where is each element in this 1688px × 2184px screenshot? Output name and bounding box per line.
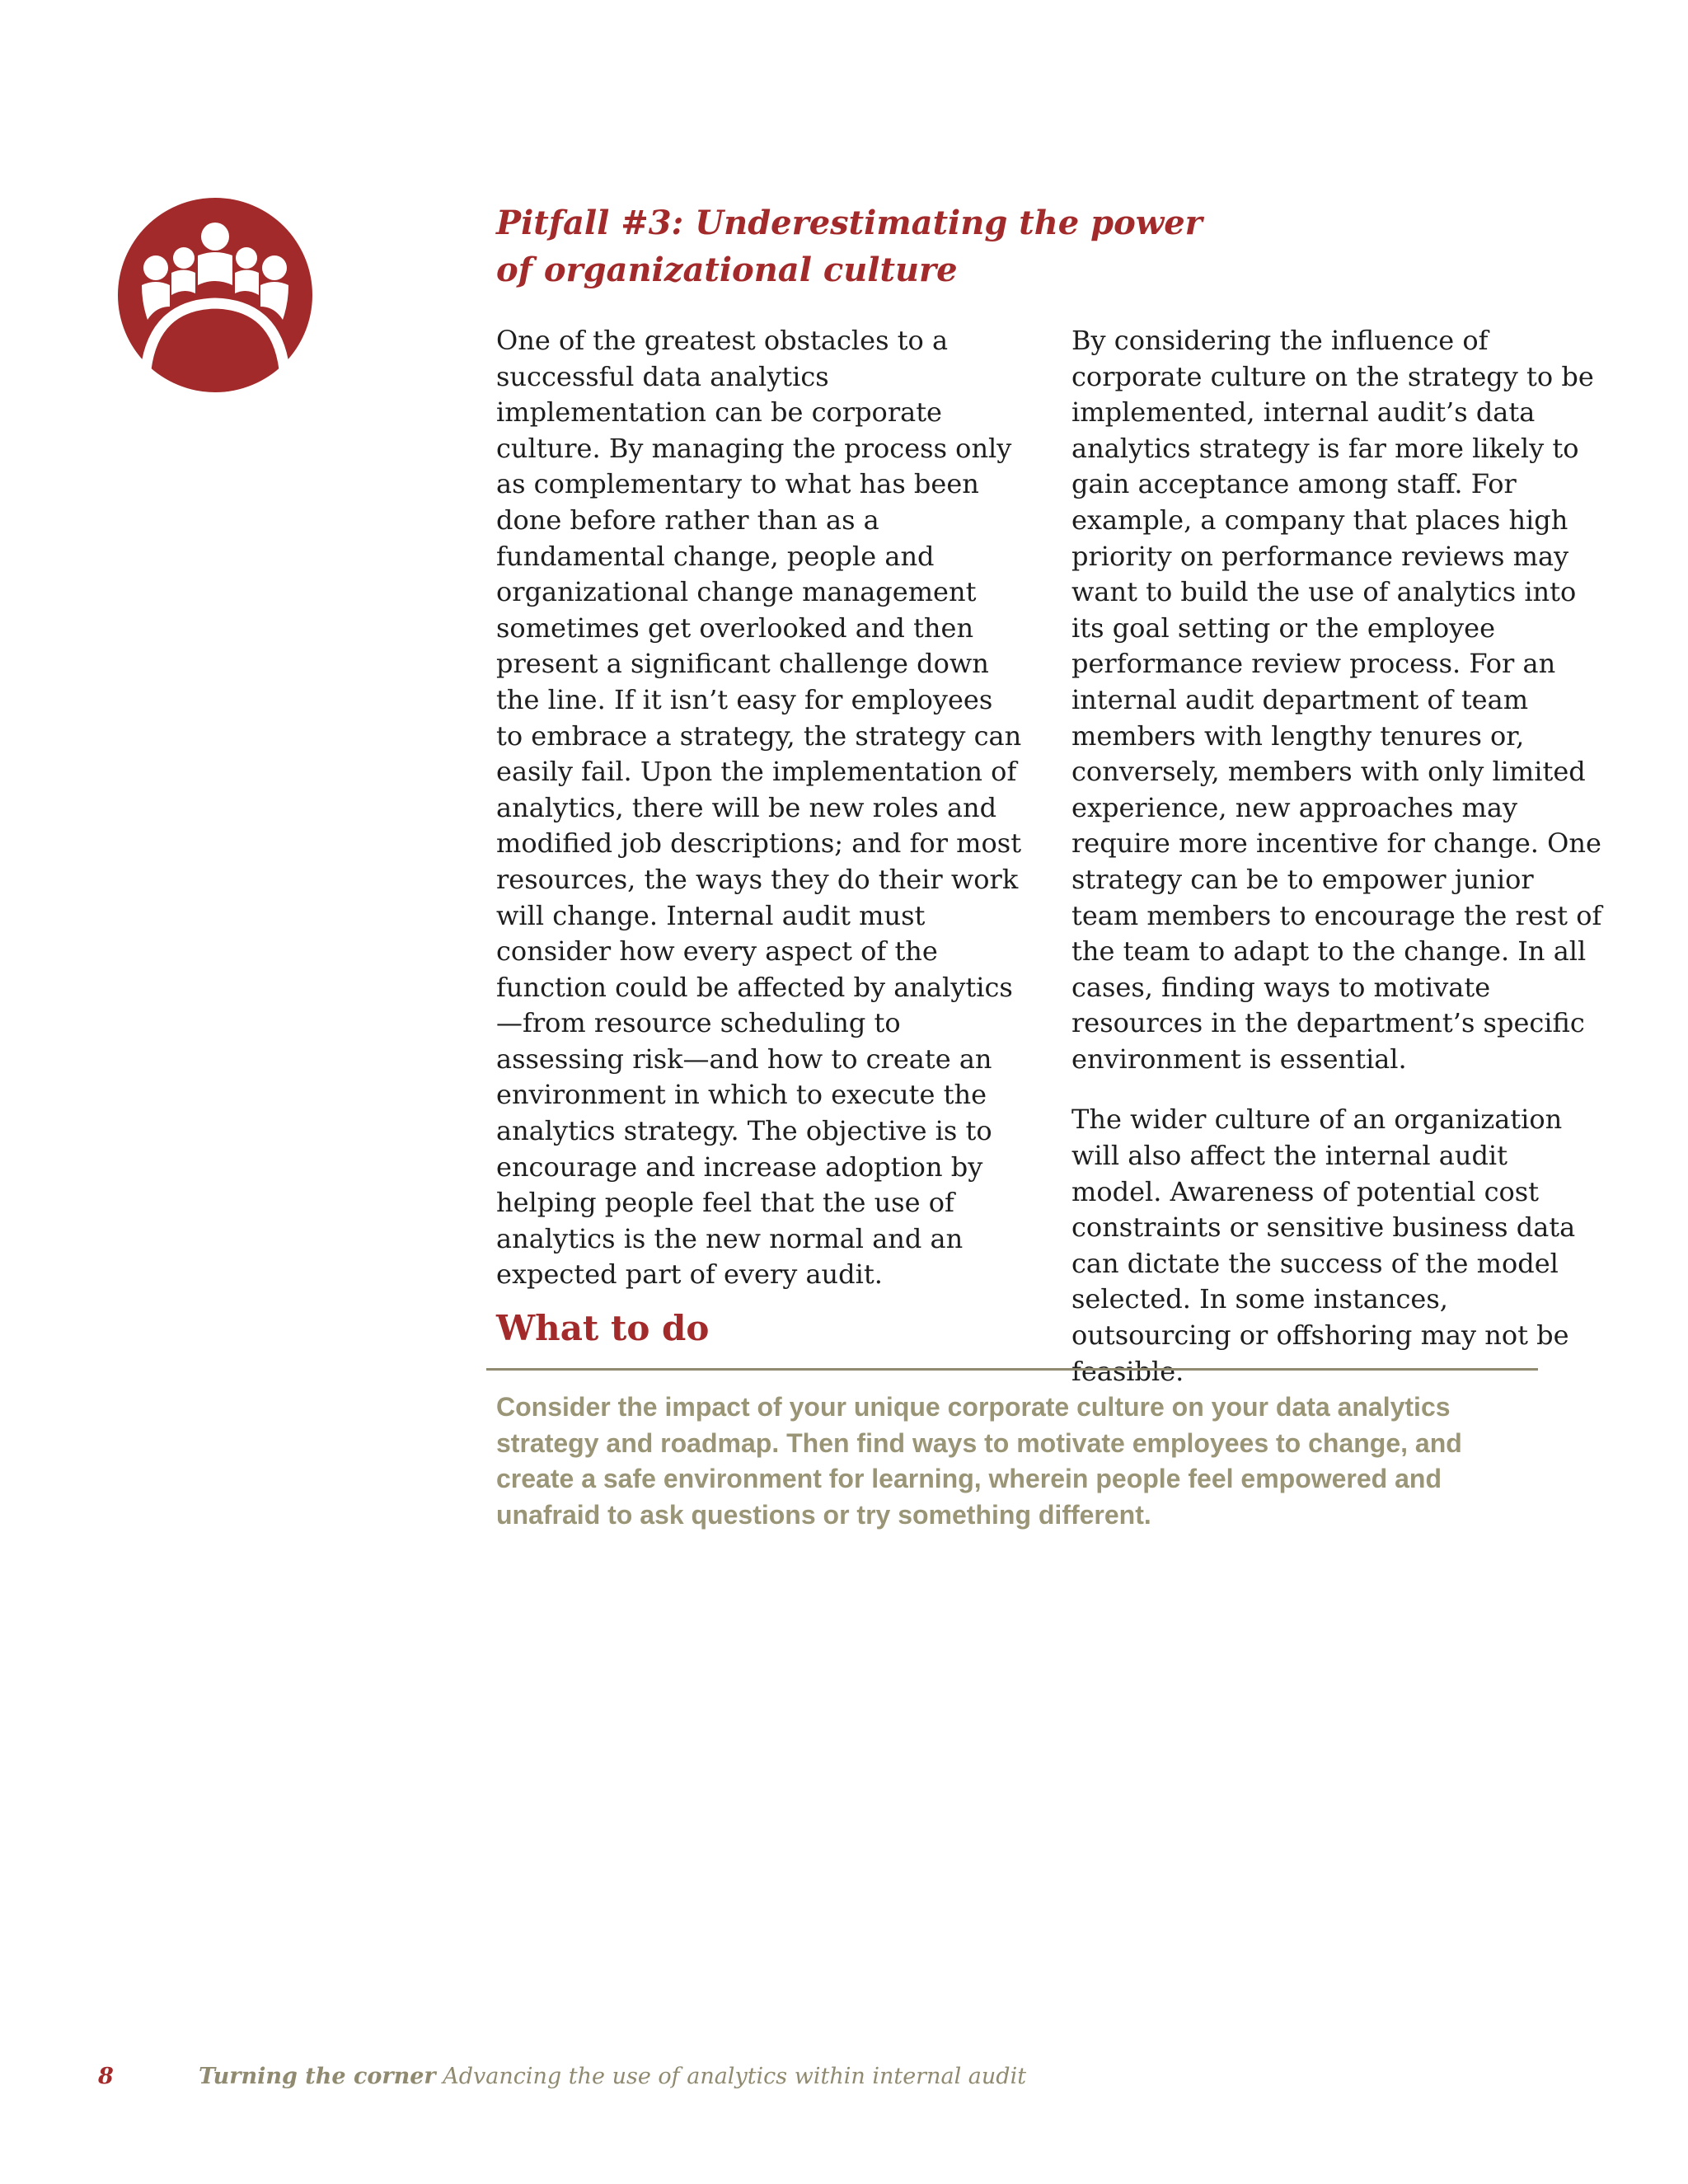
right-column xyxy=(1071,323,1606,1390)
section-divider xyxy=(486,1368,1538,1371)
what-to-do-heading: What to do xyxy=(496,1308,710,1348)
right-paragraph-2: The wider culture of an organization will also affect the internal audit model. Awareness of potential cost constraints or sensitive business data can dictate the success of the model selected. In some instances, outsourcing or offshoring may not be feasible. xyxy=(1071,1104,1576,1387)
page-number: 8 xyxy=(98,2064,114,2089)
people-around-table-icon xyxy=(116,196,314,394)
what-to-do-callout: Consider the impact of your unique corporate culture on your data analytics strategy and roadmap. Then find ways to motivate employees to change, and create a safe environment for learning, wherein people feel empowered and unafraid to ask questions or try something different. xyxy=(496,1392,1462,1530)
left-column xyxy=(496,323,1024,1293)
right-paragraph-1: By considering the influence of corporate culture on the strategy to be implemented, internal audit’s data analytics strategy is far more likely to gain acceptance among staff. For example, a company that places high priority on performance reviews may want to build the use of analytics into its goal setting or the employee performance review process. For an internal audit department of team members with lengthy tenures or, conversely, members with only limited experience, new approaches may require more incentive for change. One strategy can be to empower junior team members to encourage the rest of the team to adapt to the change. In all cases, finding ways to motivate resources in the department’s specific environment is essential. xyxy=(1071,325,1602,1075)
left-paragraph: One of the greatest obstacles to a successful data analytics implementation can be corporate culture. By managing the process only as complementary to what has been done before rather than as a fundamental change, people and organizational change management sometimes get overlooked and then present a significant challenge down the line. If it isn’t easy for employees to embrace a strategy, the strategy can easily fail. Upon the implementation of analytics, there will be new roles and modified job descriptions; and for most resources, the ways they do their work will change. Internal audit must consider how every aspect of the function could be affected by analytics—from resource scheduling to assessing risk—and how to create an environment in which to execute the analytics strategy. The objective is to encourage and increase adoption by helping people feel that the use of analytics is the new normal and an expected part of every audit. xyxy=(496,325,1022,1291)
publication-subtitle: Advancing the use of analytics within internal audit xyxy=(443,2064,1027,2089)
section-title: Pitfall #3: Underestimating the power of organizational culture xyxy=(496,204,1203,289)
publication-title: Turning the corner xyxy=(199,2064,436,2089)
page-footer xyxy=(98,2060,1252,2093)
